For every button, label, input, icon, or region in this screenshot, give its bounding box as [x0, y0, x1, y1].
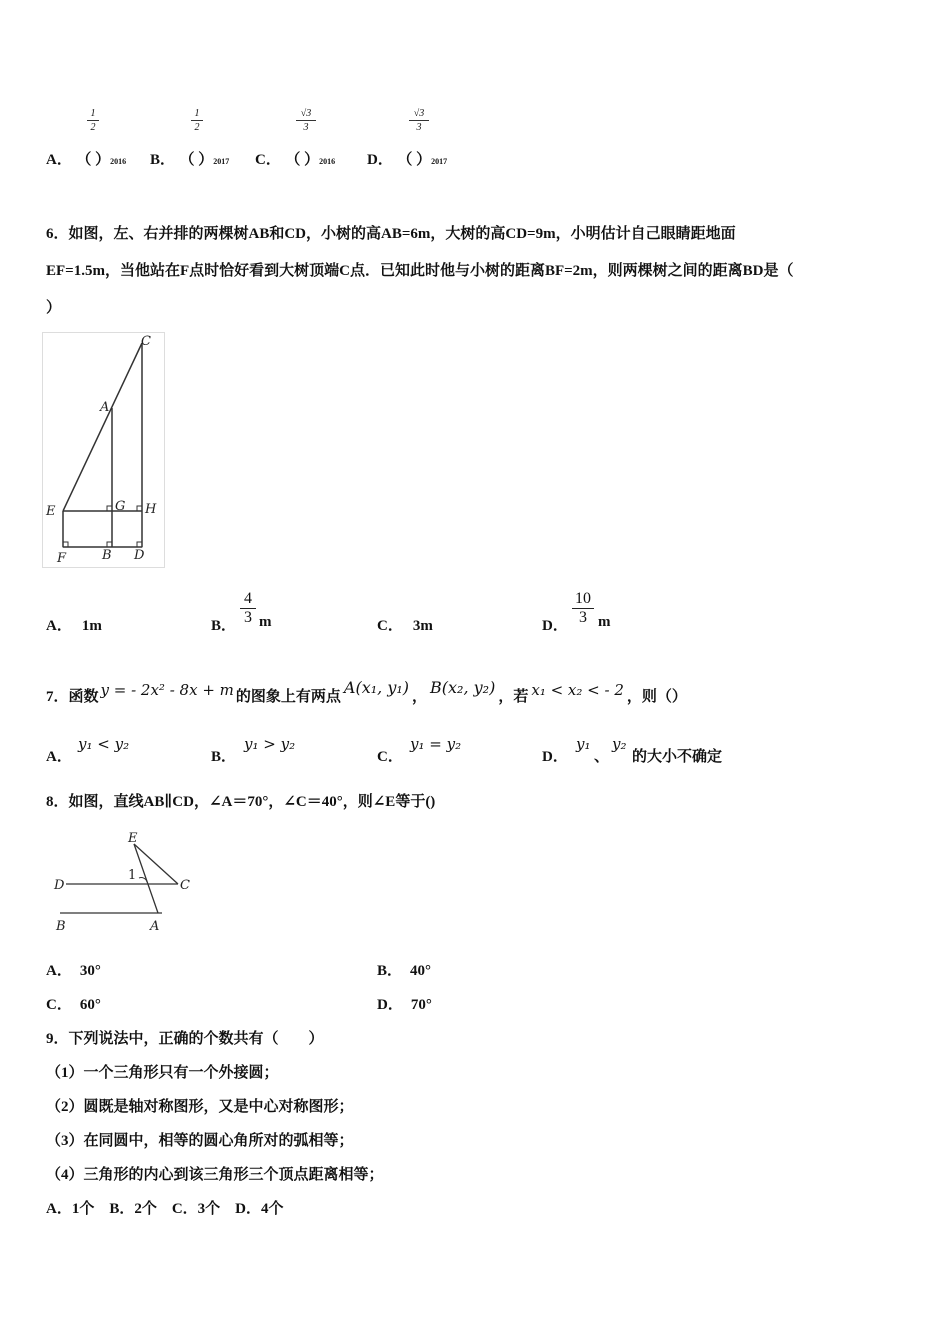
label-H: H — [145, 502, 157, 517]
q8-label-B: B — [56, 919, 66, 934]
q8-label-A: A — [150, 919, 160, 934]
q7-option-a-expr: y₁ < y₂ — [78, 735, 130, 753]
q9-item-2: （2）圆既是轴对称图形，又是中心对称图形； — [46, 1099, 354, 1115]
q6-stem-line3: ） — [46, 300, 62, 316]
q5-c-fraction: √3 3 — [296, 108, 316, 133]
q8-option-d: D． 70° — [377, 997, 432, 1013]
q7-option-c-expr: y₁ = y₂ — [410, 735, 462, 753]
q6-option-d-unit: m — [598, 614, 611, 630]
q7-condition: x₁ < x₂ < - 2 — [531, 681, 624, 699]
q6-option-c: C． 3m — [377, 618, 433, 634]
q7-function: y = - 2x² - 8x + m — [100, 681, 234, 699]
q7-stem: 7．函数 y = - 2x² - 8x + m 的图象上有两点 A(x₁, y₁) ， B(x₂, y₂) ，若 x₁ < x₂ < - 2 ，则（） — [46, 678, 687, 705]
q5-option-a: A． （ ）2016 — [46, 152, 127, 168]
q6-option-b-unit: m — [259, 614, 272, 630]
q9-stem: 9．下列说法中，正确的个数共有（ ） — [46, 1031, 324, 1047]
q8-label-1: 1 — [128, 868, 137, 883]
q9-options: A．1个 B．2个 C．3个 D．4个 — [46, 1201, 284, 1217]
q8-label-E: E — [128, 831, 138, 846]
q7-option-d-expr1: y₁ — [576, 735, 591, 753]
label-D: D — [134, 548, 145, 563]
q6-option-b-fraction: $\frac{4}{3}$ — [240, 590, 256, 627]
q7-point-a: A(x₁, y₁) — [343, 678, 410, 697]
q5-d-fraction: √3 3 — [409, 108, 429, 133]
q7-option-b-expr: y₁ > y₂ — [244, 735, 296, 753]
q6-option-b-label: B． — [211, 618, 237, 634]
q9-item-1: （1）一个三角形只有一个外接圆； — [46, 1065, 279, 1081]
q5-a-fraction: 1 2 — [87, 108, 99, 133]
q9-item-4: （4）三角形的内心到该三角形三个顶点距离相等； — [46, 1167, 384, 1183]
q6-stem-line2: EF=1.5m，当他站在F点时恰好看到大树顶端C点．已知此时他与小树的距离BF=2m，则两棵树之间的距离BD是（ — [46, 263, 794, 279]
q7-option-d-sep: 、 — [594, 749, 610, 765]
label-A: A — [100, 400, 110, 415]
q9-item-3: （3）在同圆中，相等的圆心角所对的弧相等； — [46, 1133, 354, 1149]
q8-option-c: C． 60° — [46, 997, 101, 1013]
q8-option-b: B． 40° — [377, 963, 432, 979]
label-G: G — [115, 499, 126, 514]
label-E: E — [46, 504, 56, 519]
q5-option-d: D． （ ）2017 — [367, 152, 448, 168]
q8-label-D: D — [54, 878, 65, 893]
q7-option-d-tail: 的大小不确定 — [632, 749, 723, 765]
q8-figure — [50, 826, 200, 936]
q7-option-d-expr2: y₂ — [612, 735, 627, 753]
q6-option-a: A． 1m — [46, 618, 102, 634]
q8-option-a: A． 30° — [46, 963, 101, 979]
q7-option-c-label: C． — [377, 749, 403, 765]
q7-option-a-label: A． — [46, 749, 72, 765]
q5-option-c: C． （ ）2016 — [255, 152, 336, 168]
q8-stem: 8．如图，直线AB∥CD，∠A＝70°，∠C＝40°，则∠E等于() — [46, 794, 436, 810]
q7-point-b: B(x₂, y₂) — [430, 678, 496, 697]
q7-option-d-label: D． — [542, 749, 568, 765]
q7-option-b-label: B． — [211, 749, 237, 765]
q6-stem-line1: 6．如图，左、右并排的两棵树AB和CD，小树的高AB=6m，大树的高CD=9m，小明估计自己眼睛距地面 — [46, 226, 736, 242]
q6-option-d-fraction: $\frac{10}{3}$ — [572, 590, 594, 627]
label-B: B — [102, 548, 112, 563]
label-C: C — [141, 334, 151, 349]
label-F: F — [57, 551, 67, 566]
q6-figure — [42, 332, 166, 570]
q8-label-C: C — [180, 878, 190, 893]
q5-b-fraction: 1 2 — [191, 108, 203, 133]
q6-option-d-label: D． — [542, 618, 568, 634]
q5-option-b: B． （ ）2017 — [150, 152, 230, 168]
